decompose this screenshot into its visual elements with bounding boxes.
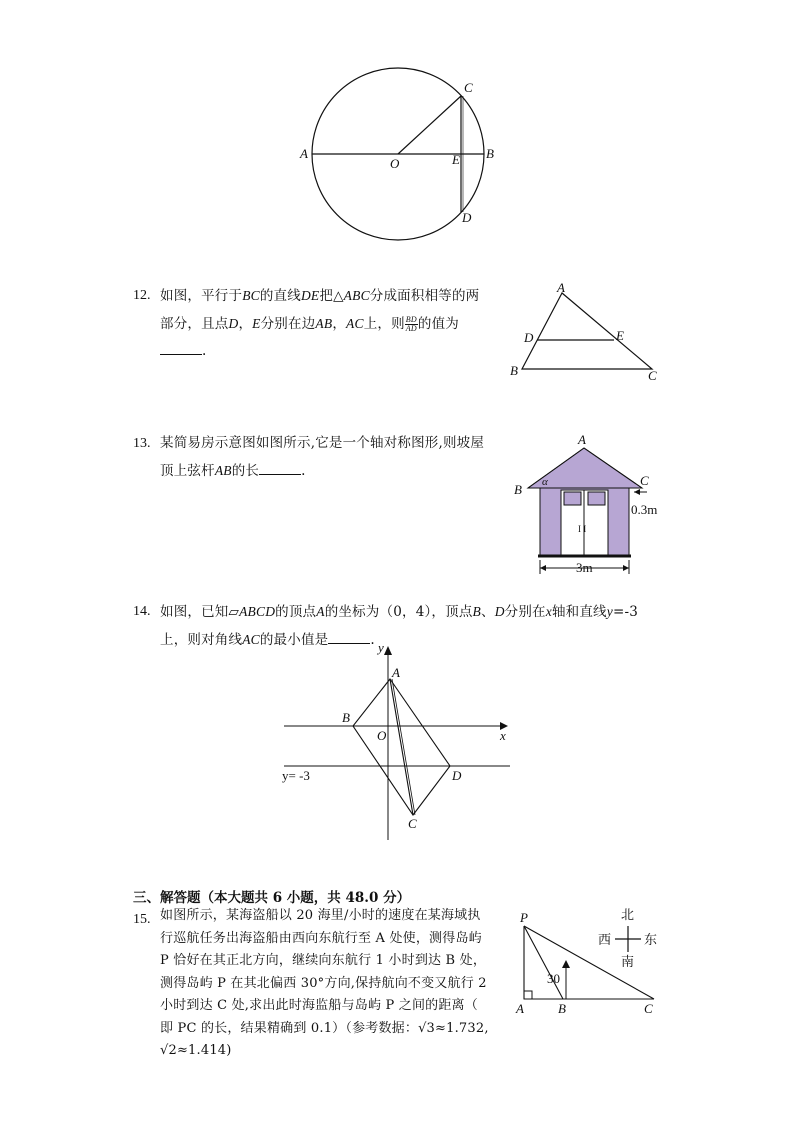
dim-arrow-left: [540, 565, 546, 571]
q15-number: 15.: [133, 912, 151, 927]
label-door: I I: [578, 524, 587, 534]
label-d: D: [524, 330, 534, 345]
q12-number: 12.: [133, 288, 151, 303]
label-d: D: [452, 768, 462, 783]
label-e: E: [452, 152, 460, 167]
q13-text: [160, 430, 510, 485]
label-o: O: [377, 728, 387, 743]
q13-line2: 顶上弦杆AB的长 .: [160, 463, 306, 479]
q12-line1: 如图，平行于BC的直线DE把△ABC分成面积相等的两: [160, 288, 480, 304]
triangle-figure: [505, 280, 665, 385]
section-3-title: 三、解答题（本大题共 6 小题，共 48.0 分）: [133, 890, 411, 906]
label-c: C: [640, 473, 649, 488]
label-line: y= -3: [282, 768, 310, 783]
label-b: B: [514, 482, 522, 497]
label-p: P: [520, 910, 528, 925]
label-b: B: [558, 1001, 566, 1016]
radius-oc: [398, 96, 461, 154]
q15-line-2: 行巡航任务岀海盗船由西向东航行至 A 处使，测得岛屿: [160, 930, 482, 946]
compass-west: 西: [598, 932, 612, 947]
label-y: y: [378, 640, 384, 655]
triangle-abc: [522, 293, 652, 369]
dim-side-arrow: [634, 489, 640, 495]
q13-number: 13.: [133, 436, 151, 451]
label-a: A: [516, 1001, 524, 1016]
label-x: x: [500, 728, 506, 743]
compass-north: 北: [621, 907, 635, 922]
q13-line1: 某简易房示意图如图所示,它是一个轴对称图形,则坡屋: [160, 435, 485, 451]
parallelogram-figure: [276, 640, 516, 845]
q12-fraction: $\frac{BD}{AD}$: [405, 315, 417, 333]
q12-answer-blank[interactable]: [160, 342, 202, 355]
q15-line-6: 即 PC 的长，结果精确到 0.1）（参考数据：√3≈1.732,: [160, 1020, 489, 1036]
q12-line2: 部分，且点D，E分别在边AB，AC上，则 $\frac{BD}{AD}$ 的值为: [160, 315, 459, 333]
window-right: [588, 492, 605, 505]
label-a: A: [300, 146, 308, 161]
q15-line-4: 测得岛屿 P 在其北偏西 30°方向,保持航向不变又航行 2: [160, 975, 487, 991]
y-axis-arrow: [384, 646, 392, 655]
label-b: B: [510, 363, 518, 378]
q13-answer-blank[interactable]: [259, 462, 301, 475]
window-left: [564, 492, 581, 505]
house-figure: [505, 430, 665, 580]
circle-figure: [290, 70, 510, 240]
q14-line1: 如图，已知▱ABCD的顶点A的坐标为（0，4），顶点B、D分别在x轴和直线y=-3: [160, 604, 639, 620]
q15-line-1: 如图所示，某海盗船以 20 海里/小时的速度在某海域执: [160, 908, 481, 923]
label-c: C: [648, 368, 657, 383]
q14-number: 14.: [133, 604, 151, 619]
label-a: A: [392, 665, 400, 680]
label-a: A: [578, 432, 586, 447]
dim-arrow-right: [623, 565, 629, 571]
q15-text: [160, 905, 505, 1063]
label-alpha: α: [542, 476, 548, 488]
q12-line3: .: [160, 338, 510, 365]
label-o: O: [390, 156, 400, 171]
label-c: C: [644, 1001, 653, 1016]
right-angle-mark: [524, 991, 532, 999]
q14-line2: 上，则对角线AC的最小值是 .: [160, 632, 375, 648]
north-arrowhead: [562, 960, 570, 968]
label-dim-width: 3m: [576, 560, 593, 575]
label-b: B: [486, 146, 494, 161]
label-b: B: [342, 710, 350, 725]
label-angle: 30: [547, 971, 560, 986]
compass-east: 东: [644, 932, 658, 947]
label-e: E: [616, 328, 624, 343]
q15-line-7: √2≈1.414): [160, 1043, 232, 1058]
q12-text: [160, 282, 510, 365]
label-a: A: [557, 280, 565, 295]
q15-line-3: P 恰好在其正北方向，继续向东航行 1 小时到达 B 处，: [160, 953, 487, 968]
q15-line-5: 小时到达 C 处,求出此时海监船与岛屿 P 之间的距离（: [160, 998, 478, 1013]
label-d: D: [462, 210, 472, 225]
label-c: C: [464, 80, 473, 95]
compass-south: 南: [621, 954, 635, 969]
island-figure: [510, 900, 670, 1020]
label-c: C: [408, 816, 417, 831]
diagonal-ac: [390, 679, 413, 815]
label-dim-side: 0.3m: [631, 502, 658, 517]
